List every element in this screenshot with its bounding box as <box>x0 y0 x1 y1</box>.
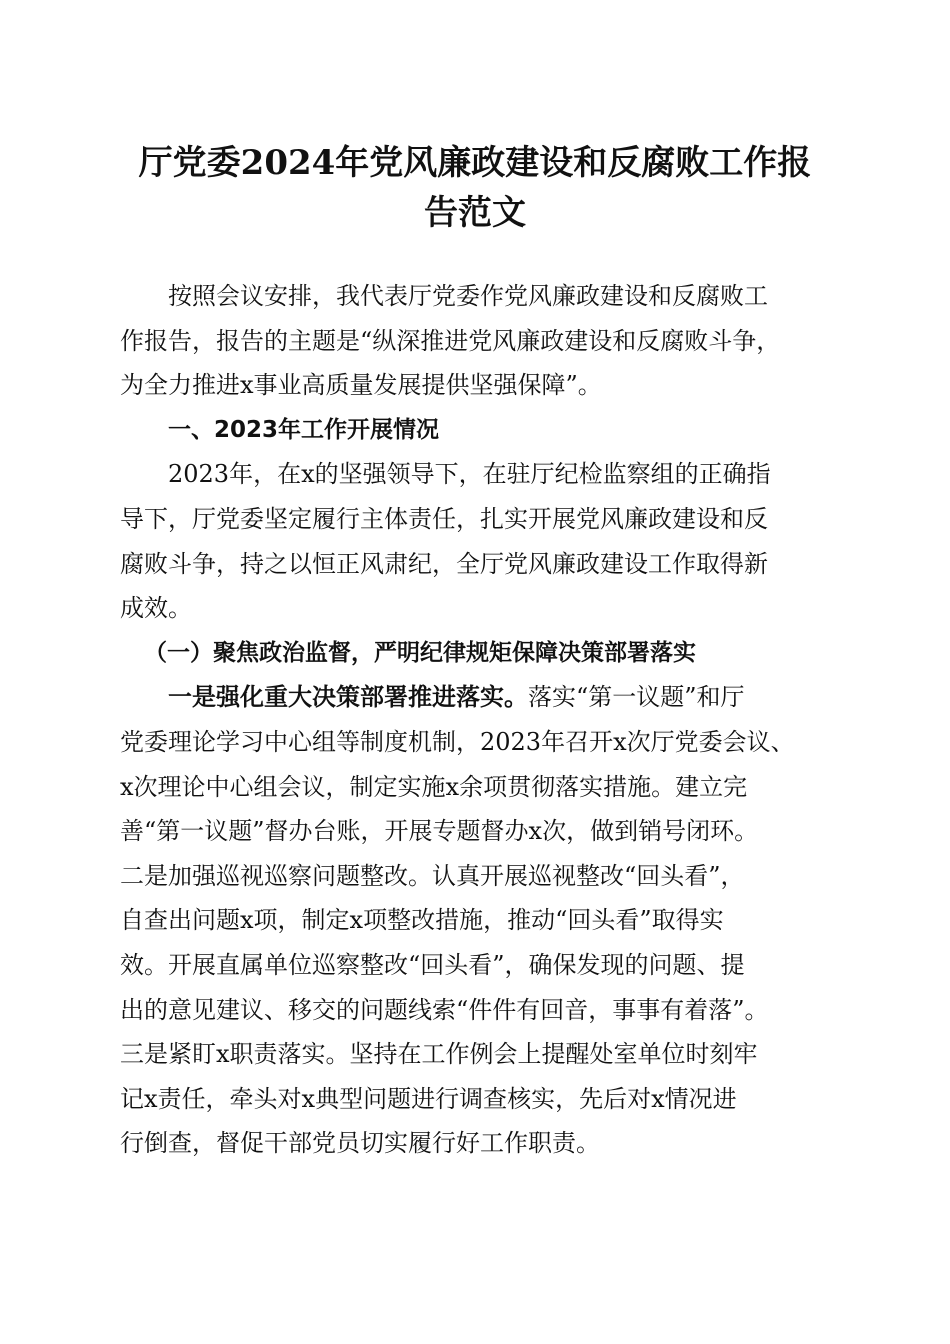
paragraph-line: 腐败斗争，持之以恒正风肃纪，全厅党风廉政建设工作取得新 <box>120 549 768 578</box>
document-title <box>100 138 850 238</box>
subsection-paragraph <box>120 675 840 1166</box>
document-body <box>120 274 840 1166</box>
paragraph-line: 自查出问题x项，制定x项整改措施，推动“回头看”取得实 <box>120 906 724 935</box>
title-line-2: 告范文 <box>424 193 526 233</box>
paragraph-line: 二是加强巡视巡察问题整改。认真开展巡视整改“回头看”， <box>120 861 745 890</box>
paragraph-line: 成效。 <box>120 594 192 623</box>
paragraph-line: 行倒查，督促干部党员切实履行好工作职责。 <box>120 1129 600 1158</box>
paragraph-line: 为全力推进x事业高质量发展提供坚强保障”。 <box>120 371 602 400</box>
intro-paragraph <box>120 274 840 408</box>
paragraph-line: 党委理论学习中心组等制度机制，2023年召开x次厅党委会议、 <box>120 727 795 756</box>
paragraph-line: 记x责任，牵头对x典型问题进行调查核实，先后对x情况进 <box>120 1084 737 1113</box>
paragraph-line: 作报告，报告的主题是“纵深推进党风廉政建设和反腐败斗争， <box>120 326 781 355</box>
paragraph-line: 2023年，在x的坚强领导下，在驻厅纪检监察组的正确指 <box>168 460 771 489</box>
section-heading: 一、2023年工作开展情况 <box>168 416 440 443</box>
paragraph-line: 三是紧盯x职责落实。坚持在工作例会上提醒处室单位时刻牢 <box>120 1040 758 1069</box>
paragraph-line <box>120 675 840 720</box>
paragraph-line: 出的意见建议、移交的问题线索“件件有回音，事事有着落”。 <box>120 995 769 1024</box>
paragraph-line: 效。开展直属单位巡察整改“回头看”，确保发现的问题、提 <box>120 950 745 979</box>
paragraph-text: 落实“第一议题”和厅 <box>528 683 745 712</box>
subsection-heading: （一）聚焦政治监督，严明纪律规矩保障决策部署落实 <box>144 638 696 666</box>
lead-phrase: 一是强化重大决策部署推进落实。 <box>168 682 528 712</box>
paragraph-line: 按照会议安排，我代表厅党委作党风廉政建设和反腐败工 <box>168 282 768 310</box>
title-line-1: 厅党委2024年党风廉政建设和反腐败工作报 <box>138 143 812 183</box>
section-paragraph <box>120 452 840 630</box>
paragraph-line: 导下，厅党委坚定履行主体责任，扎实开展党风廉政建设和反 <box>120 504 768 533</box>
paragraph-line: x次理论中心组会议，制定实施x余项贯彻落实措施。建立完 <box>120 772 748 801</box>
paragraph-line: 善“第一议题”督办台账，开展专题督办x次，做到销号闭环。 <box>120 817 759 846</box>
